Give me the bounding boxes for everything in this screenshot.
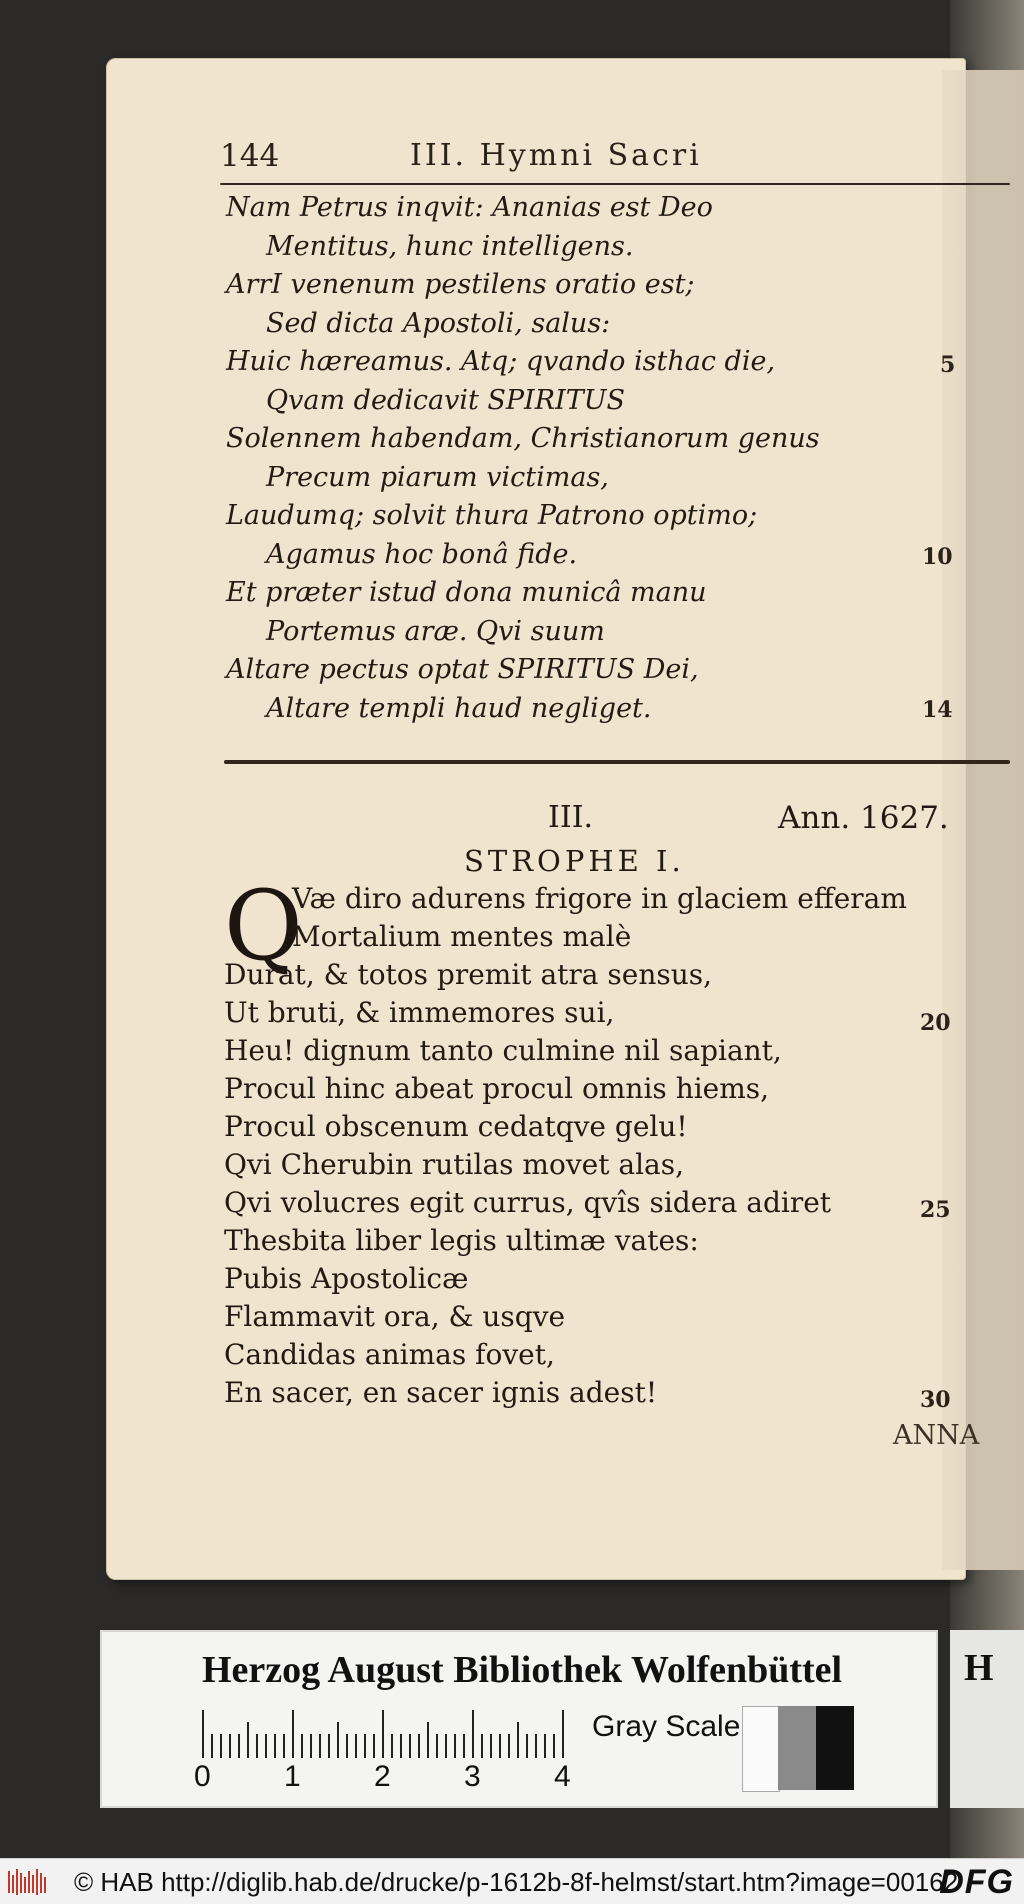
header-rule	[220, 183, 1010, 185]
ruler-label: 4	[554, 1760, 571, 1793]
ruler-tick	[400, 1734, 402, 1758]
verse-line: Candidas animas fovet,	[224, 1338, 555, 1371]
verse-line: Procul hinc abeat procul omnis hiems,	[224, 1072, 770, 1105]
verse-line: Heu! dignum tanto culmine nil sapiant,	[224, 1034, 782, 1067]
ruler-tick	[256, 1734, 258, 1758]
drop-cap: Q	[224, 870, 303, 982]
verse-line: En sacer, en sacer ignis adest!	[224, 1376, 658, 1409]
ruler-tick	[535, 1734, 537, 1758]
neighbour-calibration-bar	[950, 1630, 1024, 1808]
color-calibration-bar	[100, 1630, 938, 1808]
ruler-tick	[364, 1734, 366, 1758]
ruler-tick	[337, 1722, 339, 1758]
line-number: 10	[922, 544, 953, 570]
ruler-tick	[517, 1722, 519, 1758]
ruler-label: 2	[374, 1760, 391, 1793]
ruler-tick	[418, 1734, 420, 1758]
gray-scale-label: Gray Scale	[592, 1710, 741, 1743]
line-number: 5	[940, 352, 956, 378]
viewer-footer	[0, 1858, 1024, 1904]
ruler-tick	[220, 1734, 222, 1758]
ruler-tick	[436, 1734, 438, 1758]
verse-line: Solennem habendam, Christianorum genus	[226, 423, 820, 454]
year-annotation: Ann. 1627.	[778, 800, 949, 836]
neighbour-title: H	[964, 1647, 994, 1689]
ruler-tick	[274, 1734, 276, 1758]
ruler-tick	[454, 1734, 456, 1758]
ruler-tick	[310, 1734, 312, 1758]
ruler-label: 1	[284, 1760, 301, 1793]
ruler-tick	[229, 1734, 231, 1758]
ruler-tick	[346, 1734, 348, 1758]
section-number: III.	[548, 800, 594, 835]
verse-line: Væ diro adurens frigore in glaciem efferam	[292, 882, 907, 915]
dfg-logo: DFG	[939, 1863, 1014, 1901]
ruler-tick	[319, 1734, 321, 1758]
verse-line: Nam Petrus inqvit: Ananias est Deo	[226, 192, 713, 223]
library-name: Herzog August Bibliothek Wolfenbüttel	[202, 1649, 843, 1691]
verse-line: Qvam dedicavit SPIRITUS	[266, 384, 625, 416]
verse-line: Agamus hoc bonâ fide.	[266, 538, 578, 570]
ruler-tick	[292, 1710, 294, 1758]
ruler-tick	[463, 1734, 465, 1758]
running-header	[220, 138, 1010, 178]
line-number: 30	[920, 1387, 951, 1413]
verse-line: Pubis Apostolicæ	[224, 1262, 469, 1295]
verse-line: Sed dicta Apostoli, salus:	[266, 307, 611, 339]
line-number: 14	[922, 697, 953, 723]
gray-swatch	[778, 1706, 816, 1790]
strophe-heading: STROPHE I.	[464, 844, 685, 878]
ruler-tick	[562, 1710, 564, 1758]
verse-line: Durat, & totos premit atra sensus,	[224, 958, 713, 991]
verse-line: Huic hæreamus. Atq; qvando isthac die,	[226, 346, 776, 377]
verse-line: Precum piarum victimas,	[266, 461, 609, 493]
catchword: ANNA	[893, 1420, 980, 1451]
verse-line: Qvi Cherubin rutilas movet alas,	[224, 1148, 684, 1181]
verse-line: Altare pectus optat SPIRITUS Dei,	[226, 654, 699, 685]
ruler-tick	[526, 1734, 528, 1758]
verse-line: Flammavit ora, & usqve	[224, 1300, 566, 1333]
ruler-tick	[328, 1734, 330, 1758]
line-number: 20	[920, 1010, 951, 1036]
verse-line: Ut bruti, & immemores sui,	[224, 996, 615, 1029]
ruler-label: 3	[464, 1760, 481, 1793]
verse-line: Altare templi haud negliget.	[266, 692, 652, 724]
ruler-tick	[373, 1734, 375, 1758]
verse-line: Mentitus, hunc intelligens.	[266, 230, 634, 262]
section-divider	[224, 760, 1010, 764]
ruler-tick	[427, 1722, 429, 1758]
verse-line: Procul obscenum cedatqve gelu!	[224, 1110, 688, 1143]
verse-line: Thesbita liber legis ultimæ vates:	[224, 1224, 699, 1257]
running-title: III. Hymni Sacri	[410, 138, 702, 173]
facing-page-edge	[942, 70, 1024, 1570]
ruler-tick	[391, 1734, 393, 1758]
hab-logo-icon	[8, 1869, 48, 1895]
ruler-tick	[355, 1734, 357, 1758]
ruler-tick	[382, 1710, 384, 1758]
page-number: 144	[220, 138, 280, 174]
verse-line: Mortalium mentes malè	[292, 920, 632, 953]
ruler-tick	[265, 1734, 267, 1758]
white-swatch	[742, 1706, 780, 1792]
source-url[interactable]: © HAB http://diglib.hab.de/drucke/p-1612b-8f-helmst/start.htm?image=00162	[74, 1867, 959, 1897]
verse-line: ArrI venenum pestilens oratio est;	[226, 269, 695, 300]
gray-swatches	[742, 1706, 854, 1790]
ruler-tick	[238, 1734, 240, 1758]
ruler-tick	[247, 1722, 249, 1758]
line-number: 25	[920, 1197, 951, 1223]
ruler-tick	[445, 1734, 447, 1758]
ruler-tick	[499, 1734, 501, 1758]
ruler-label: 0	[194, 1760, 211, 1793]
ruler-tick	[211, 1734, 213, 1758]
ruler-tick	[301, 1734, 303, 1758]
verse-line: Laudumq; solvit thura Patrono optimo;	[226, 500, 758, 531]
black-swatch	[816, 1706, 854, 1790]
ruler-tick	[481, 1734, 483, 1758]
ruler-tick	[409, 1734, 411, 1758]
ruler-tick	[553, 1734, 555, 1758]
ruler-tick	[472, 1710, 474, 1758]
ruler-tick	[490, 1734, 492, 1758]
ruler-tick	[544, 1734, 546, 1758]
ruler-tick	[508, 1734, 510, 1758]
ruler-tick	[202, 1710, 204, 1758]
verse-line: Portemus aræ. Qvi suum	[266, 615, 605, 647]
verse-line: Et præter istud dona municâ manu	[226, 577, 707, 608]
verse-line: Qvi volucres egit currus, qvîs sidera adiret	[224, 1186, 832, 1219]
ruler-tick	[283, 1734, 285, 1758]
